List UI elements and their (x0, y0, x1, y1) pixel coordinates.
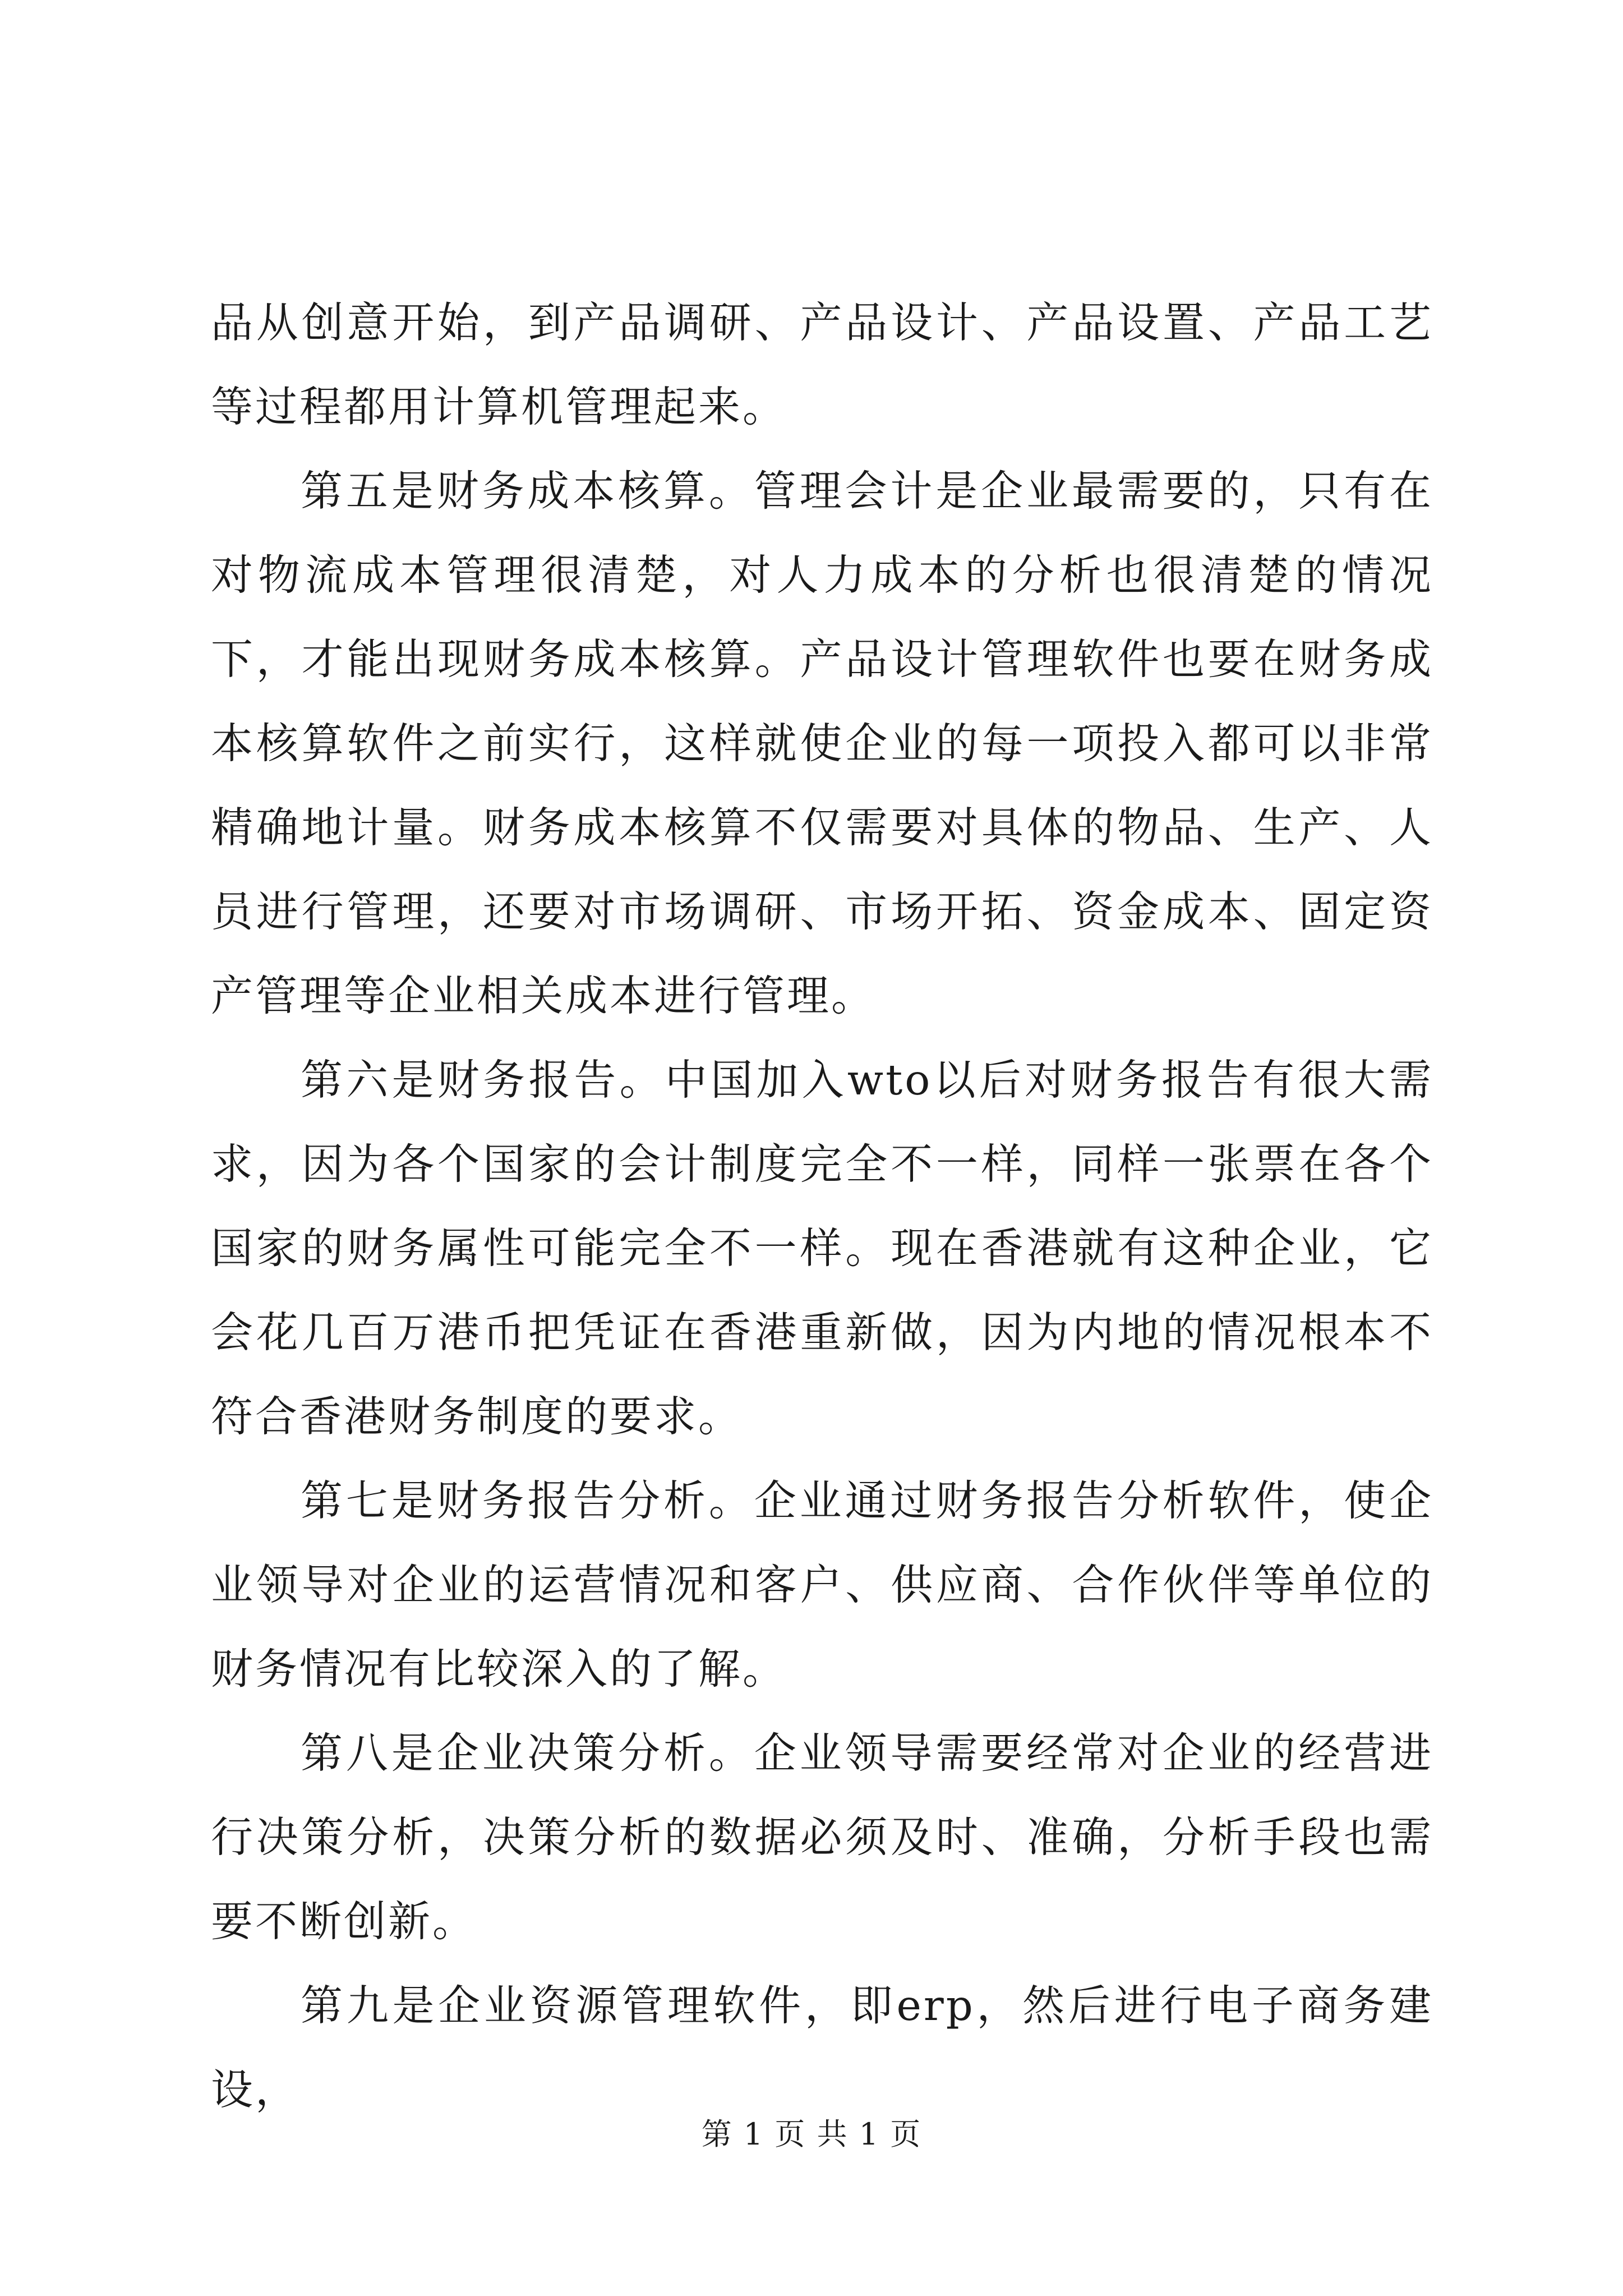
paragraph-report-analysis: 第七是财务报告分析。企业通过财务报告分析软件，使企业领导对企业的运营情况和客户、供应商、合作伙伴等单位的财务情况有比较深入的了解。 (211, 1476, 1433, 1694)
paragraph-decision-analysis: 第八是企业决策分析。企业领导需要经常对企业的经营进行决策分析，决策分析的数据必须及时、准确，分析手段也需要不断创新。 (211, 1728, 1433, 1946)
page-number-label: 第 1 页 共 1 页 (701, 2116, 922, 2152)
paragraph-financial-report: 第六是财务报告。中国加入wto以后对财务报告有很大需求，因为各个国家的会计制度完全不一样，同样一张票在各个国家的财务属性可能完全不一样。现在香港就有这种企业，它会花几百万港币把凭证在香港重新做，因为内地的情况根本不符合香港财务制度的要求。 (211, 1055, 1433, 1441)
paragraph-cost-accounting: 第五是财务成本核算。管理会计是企业最需要的，只有在对物流成本管理很清楚，对人力成本的分析也很清楚的情况下，才能出现财务成本核算。产品设计管理软件也要在财务成本核算软件之前实行，这样就使企业的每一项投入都可以非常精确地计量。财务成本核算不仅需要对具体的物品、生产、人员进行管理，还要对市场调研、市场开拓、资金成本、固定资产管理等企业相关成本进行管理。 (211, 466, 1433, 1020)
page-footer (0, 2115, 1623, 2154)
paragraph-product-continuation: 品从创意开始，到产品调研、产品设计、产品设置、产品工艺等过程都用计算机管理起来。 (211, 298, 1433, 431)
document-body (211, 280, 1433, 2132)
paragraph-erp: 第九是企业资源管理软件，即erp，然后进行电子商务建设， (211, 1981, 1433, 2114)
